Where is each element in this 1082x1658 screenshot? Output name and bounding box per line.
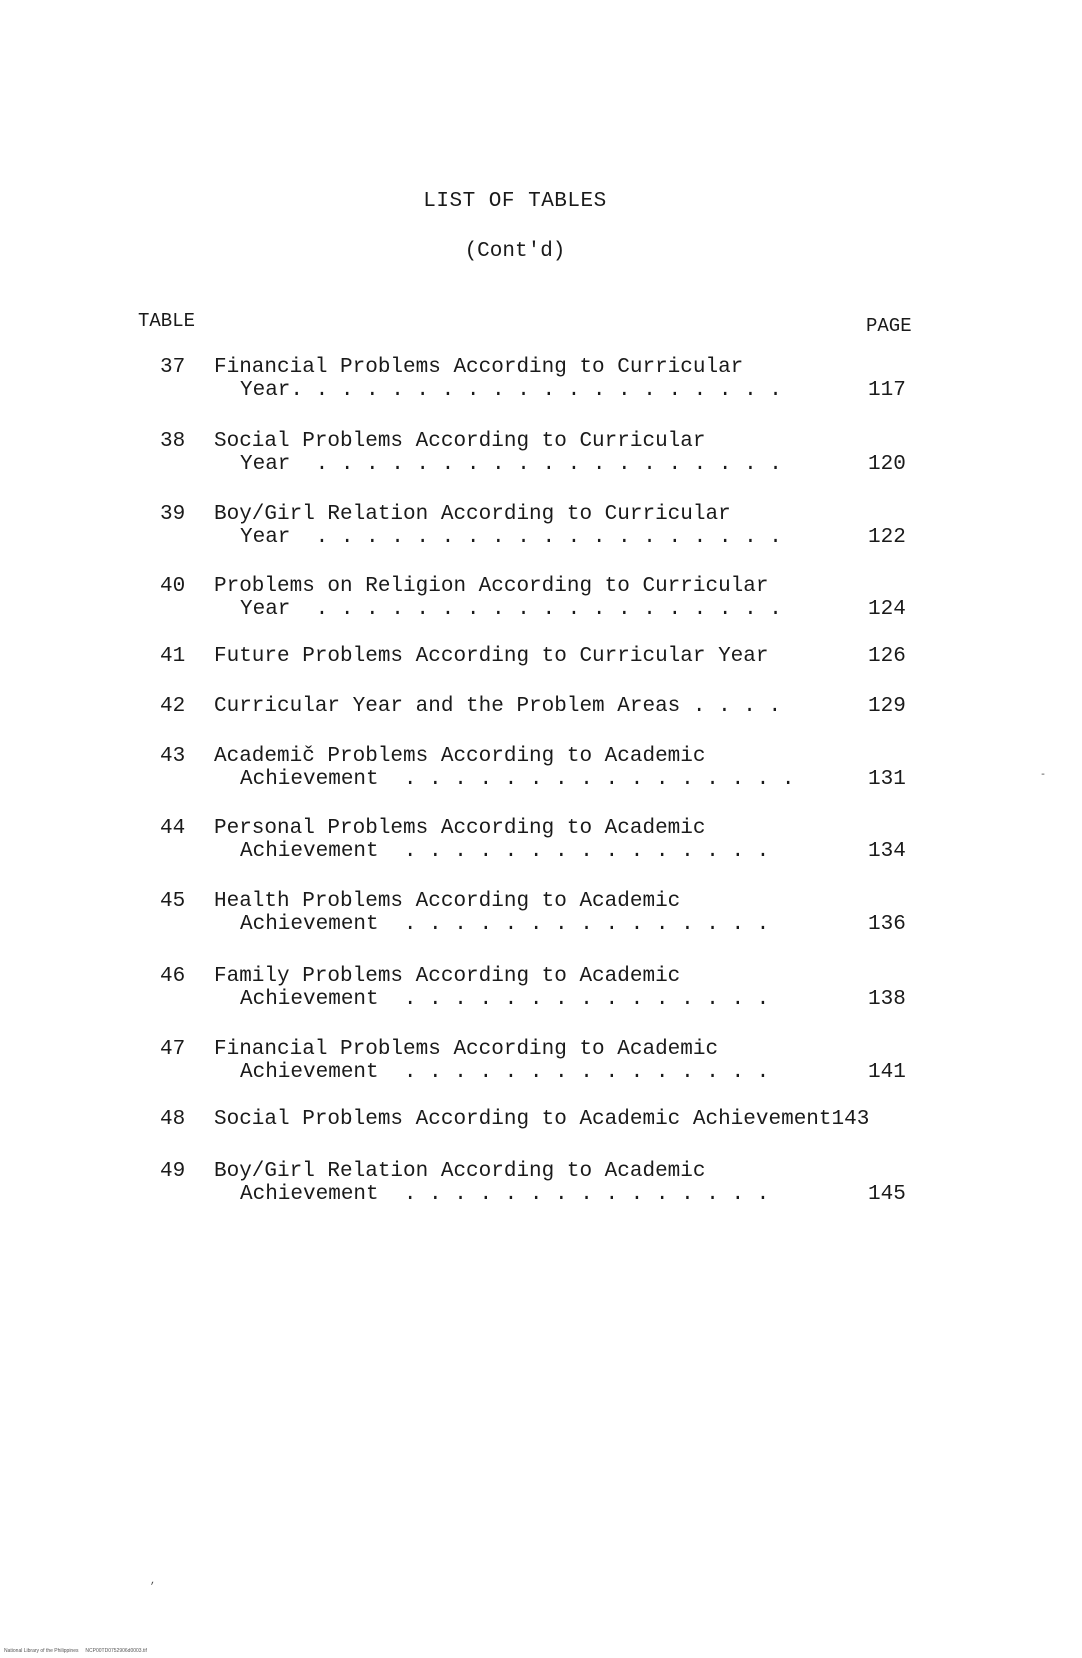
table-title: Social Problems According to Curricular xyxy=(214,430,706,453)
table-title: Academič Problems According to Academic xyxy=(214,745,706,768)
table-title: Personal Problems According to Academic xyxy=(214,817,706,840)
table-title: Financial Problems According to Curricular xyxy=(214,356,744,379)
page-number: 134 xyxy=(868,840,906,863)
page-number: 124 xyxy=(868,598,906,621)
page-number: 136 xyxy=(868,913,906,936)
page-number: 122 xyxy=(868,526,906,549)
table-title-continued: Achievement . . . . . . . . . . . . . . . xyxy=(240,988,770,1011)
table-column-header: TABLE xyxy=(138,310,196,332)
page-subtitle: (Cont'd) xyxy=(464,240,566,263)
page-number: 131 xyxy=(868,768,906,791)
table-number: 49 xyxy=(160,1160,186,1183)
table-title-continued: Achievement . . . . . . . . . . . . . . . xyxy=(240,840,770,863)
page-number: 129 xyxy=(868,695,906,718)
page-number: 126 xyxy=(868,645,906,668)
table-title: Health Problems According to Academic xyxy=(214,890,681,913)
table-number: 44 xyxy=(160,817,186,840)
table-title: Boy/Girl Relation According to Academic xyxy=(214,1160,706,1183)
table-title: Boy/Girl Relation According to Curricular xyxy=(214,503,731,526)
scan-speck: - xyxy=(1040,770,1047,781)
table-number: 46 xyxy=(160,965,186,988)
table-number: 38 xyxy=(160,430,186,453)
table-number: 37 xyxy=(160,356,186,379)
page-number: 145 xyxy=(868,1183,906,1206)
table-number: 48 xyxy=(160,1108,186,1131)
table-title: Curricular Year and the Problem Areas . . . . xyxy=(214,695,782,718)
page-number: 138 xyxy=(868,988,906,1011)
page-number: 117 xyxy=(868,379,906,402)
page-number: 141 xyxy=(868,1061,906,1084)
table-title-continued: Achievement . . . . . . . . . . . . . . . xyxy=(240,913,770,936)
table-number: 45 xyxy=(160,890,186,913)
table-number: 42 xyxy=(160,695,186,718)
table-number: 47 xyxy=(160,1038,186,1061)
table-title: Problems on Religion According to Curricular xyxy=(214,575,769,598)
page-column-header: PAGE xyxy=(866,315,912,337)
table-title: Social Problems According to Academic Achievement143 xyxy=(214,1108,870,1131)
page-title: LIST OF TABLES xyxy=(423,190,607,213)
table-title: Family Problems According to Academic xyxy=(214,965,681,988)
table-number: 41 xyxy=(160,645,186,668)
scan-footer: National Library of the Philippines NCP00TD0752906d0003.tif xyxy=(4,1648,147,1654)
table-title-continued: Year . . . . . . . . . . . . . . . . . . . xyxy=(240,453,782,476)
table-title-continued: Year . . . . . . . . . . . . . . . . . . . xyxy=(240,526,782,549)
table-title: Financial Problems According to Academic xyxy=(214,1038,719,1061)
table-title-continued: Achievement . . . . . . . . . . . . . . . xyxy=(240,1183,770,1206)
table-title: Future Problems According to Curricular Year xyxy=(214,645,769,668)
table-number: 43 xyxy=(160,745,186,768)
scan-speck: , xyxy=(150,1576,157,1587)
table-title-continued: Year. . . . . . . . . . . . . . . . . . . . xyxy=(240,379,782,402)
table-number: 40 xyxy=(160,575,186,598)
table-number: 39 xyxy=(160,503,186,526)
table-title-continued: Achievement . . . . . . . . . . . . . . . xyxy=(240,1061,770,1084)
table-title-continued: Year . . . . . . . . . . . . . . . . . . . xyxy=(240,598,782,621)
table-title-continued: Achievement . . . . . . . . . . . . . . . . xyxy=(240,768,795,791)
page-number: 120 xyxy=(868,453,906,476)
